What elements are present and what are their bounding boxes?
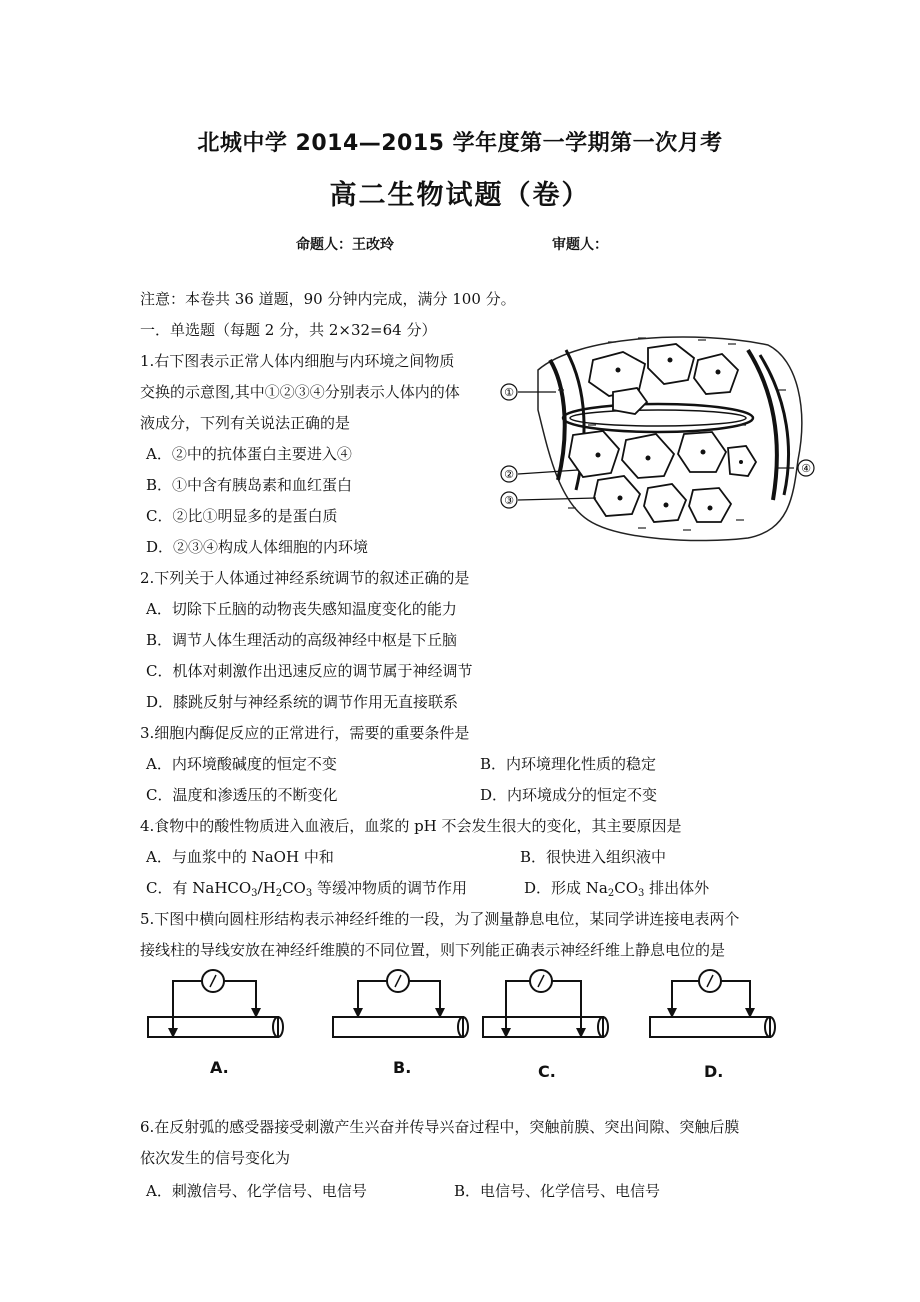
notice: 注意：本卷共 36 道题，90 分钟内完成，满分 100 分。 (140, 290, 516, 308)
q4-option-a: A．与血浆中的 NaOH 中和 (146, 848, 334, 866)
q3-option-d: D．内环境成分的恒定不变 (480, 786, 658, 804)
q1-stem-line3: 液成分，下列有关说法正确的是 (140, 414, 351, 432)
q5-label-d: D. (704, 1062, 724, 1081)
q4-option-b: B．很快进入组织液中 (520, 848, 667, 866)
q5-diagram-c (483, 970, 608, 1037)
q5-stem-line2: 接线柱的导线安放在神经纤维膜的不同位置，则下列能正确表示神经纤维上静息电位的是 (140, 941, 726, 959)
q6-stem-line2: 依次发生的信号变化为 (140, 1149, 291, 1167)
q5-diagram-a (148, 970, 283, 1037)
q5-diagram-b (333, 970, 468, 1037)
q4-stem: 4.食物中的酸性物质进入血液后，血浆的 pH 不会发生很大的变化，其主要原因是 (140, 817, 682, 835)
fig1-label-4: ④ (801, 462, 811, 475)
q1-option-a: A．②中的抗体蛋白主要进入④ (146, 445, 352, 463)
q5-diagram-d (650, 970, 775, 1037)
reviewer: 审题人： (552, 237, 608, 253)
q6-option-b: B．电信号、化学信号、电信号 (454, 1182, 661, 1200)
q1-option-c: C．②比①明显多的是蛋白质 (146, 507, 338, 525)
author: 命题人：王改玲 (296, 237, 394, 253)
fig1-label-3: ③ (504, 494, 514, 507)
q2-option-a: A．切除下丘脑的动物丧失感知温度变化的能力 (146, 600, 457, 618)
q3-option-a: A．内环境酸碱度的恒定不变 (146, 755, 337, 773)
q5-stem-line1: 5.下图中横向圆柱形结构表示神经纤维的一段，为了测量静息电位，某同学讲连接电表两个 (140, 910, 740, 928)
q3-option-b: B．内环境理化性质的稳定 (480, 755, 657, 773)
q3-option-c: C．温度和渗透压的不断变化 (146, 786, 338, 804)
fig1-label-2: ② (504, 468, 514, 481)
q2-stem: 2.下列关于人体通过神经系统调节的叙述正确的是 (140, 569, 470, 587)
q1-option-d: D．②③④构成人体细胞的内环境 (146, 538, 369, 556)
q2-option-d: D．膝跳反射与神经系统的调节作用无直接联系 (146, 693, 459, 711)
fig1-label-1: ① (504, 386, 514, 399)
q3-stem: 3.细胞内酶促反应的正常进行，需要的重要条件是 (140, 724, 470, 742)
q6-stem-line1: 6.在反射弧的感受器接受刺激产生兴奋并传导兴奋过程中，突触前膜、突出间隙、突触后膜 (140, 1118, 740, 1136)
q5-label-c: C. (538, 1062, 556, 1081)
exam-subtitle: 高二生物试题（卷） (329, 180, 591, 211)
q1-tissue-figure (498, 330, 820, 544)
q1-option-b: B．①中含有胰岛素和血红蛋白 (146, 476, 353, 494)
q5-nerve-fiber-figure (138, 965, 788, 1083)
exam-title: 北城中学 2014—2015 学年度第一学期第一次月考 (197, 131, 723, 156)
section-heading: 一．单选题（每题 2 分，共 2×32=64 分） (140, 321, 437, 339)
authors-line (0, 234, 920, 256)
q5-label-a: A. (210, 1058, 229, 1077)
q4-option-c: C．有 $NaHCO_3/H_2CO_3$ 等缓冲物质的调节作用 (146, 879, 467, 899)
q4-option-d: D．形成 $Na_2CO_3$ 排出体外 (524, 879, 710, 899)
q6-option-a: A．刺激信号、化学信号、电信号 (146, 1182, 367, 1200)
q5-label-b: B. (393, 1058, 412, 1077)
q1-stem-line1: 1.右下图表示正常人体内细胞与内环境之间物质 (140, 352, 455, 370)
q2-option-c: C．机体对刺激作出迅速反应的调节属于神经调节 (146, 662, 473, 680)
q2-option-b: B．调节人体生理活动的高级神经中枢是下丘脑 (146, 631, 458, 649)
q1-stem-line2: 交换的示意图,其中①②③④分别表示人体内的体 (140, 383, 460, 401)
